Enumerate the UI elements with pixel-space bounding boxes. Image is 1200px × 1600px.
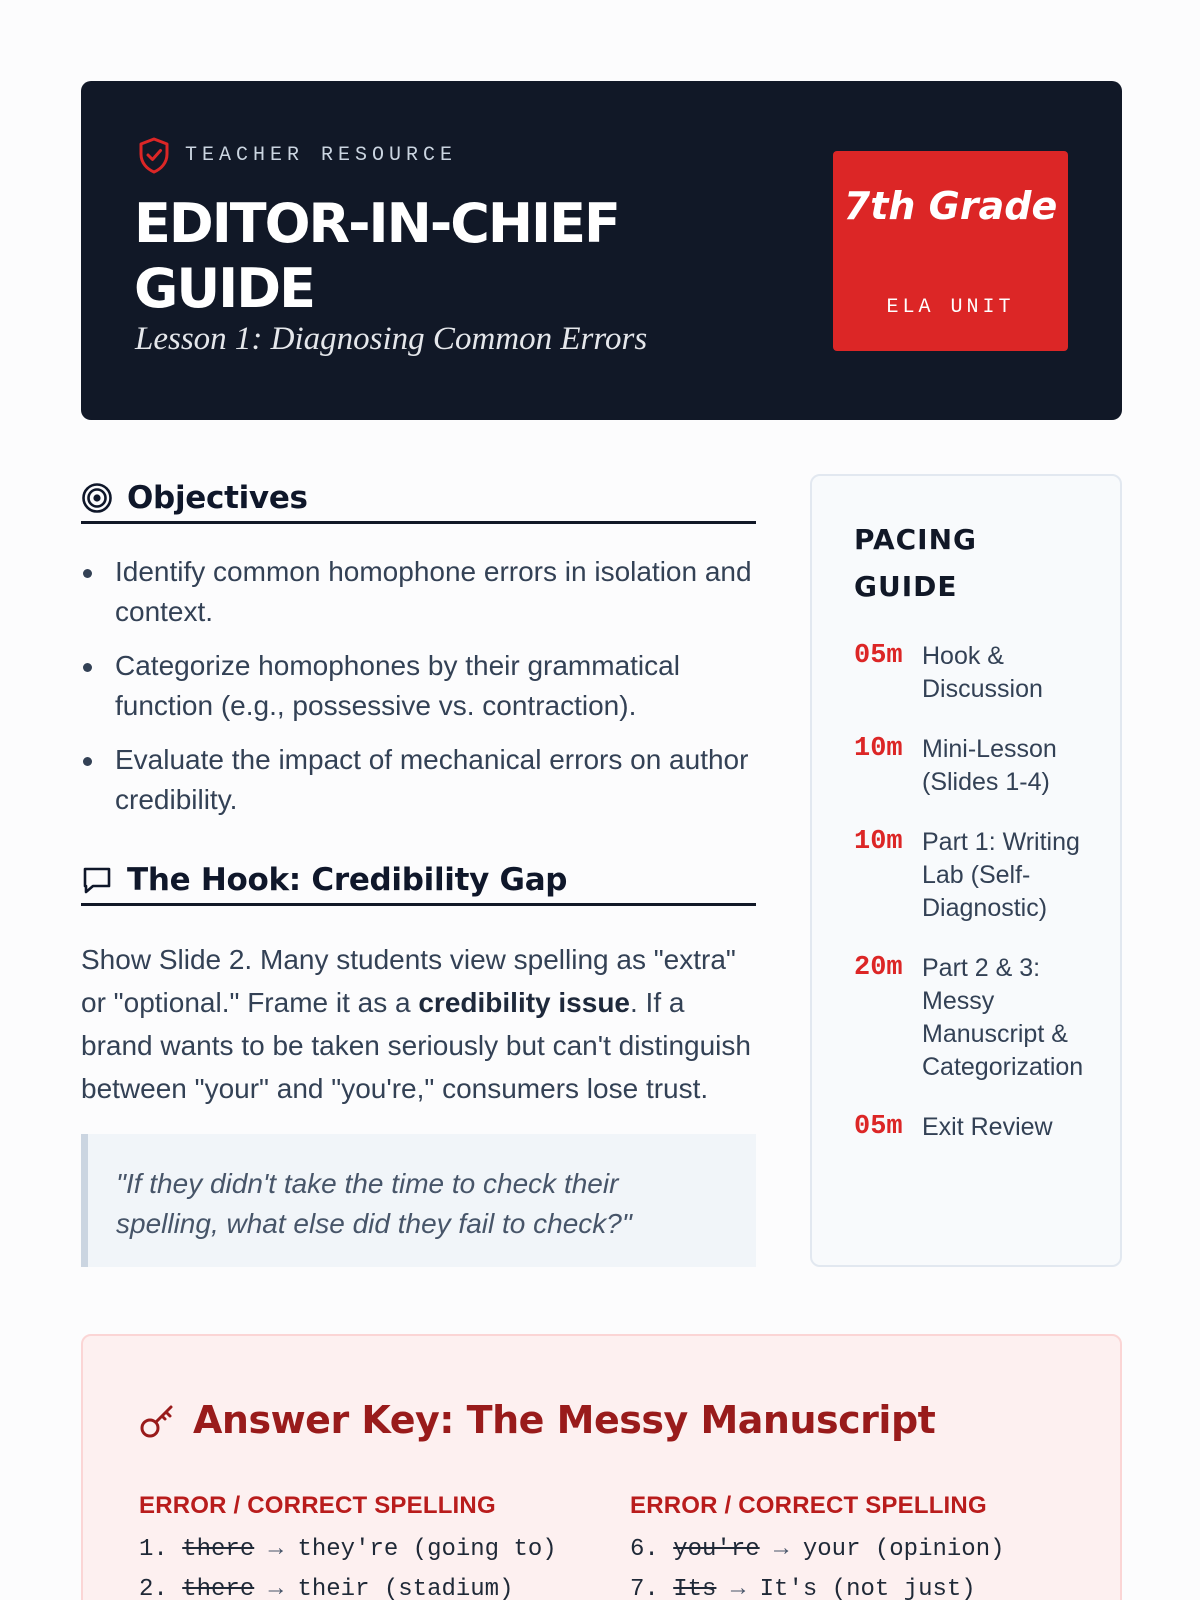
answer-line <box>139 1536 557 1563</box>
pacing-item <box>854 826 1082 925</box>
answer-column-heading: ERROR / CORRECT SPELLING <box>139 1492 496 1519</box>
speech-bubble-icon <box>81 864 113 896</box>
answer-line <box>630 1536 1005 1563</box>
key-icon <box>139 1401 177 1439</box>
answer-number: 7. <box>630 1576 659 1600</box>
answer-correct: It's (not just) <box>759 1576 976 1600</box>
objectives-list <box>81 552 756 834</box>
pacing-guide-card <box>810 474 1122 1267</box>
answer-number: 2. <box>139 1576 168 1600</box>
answer-error: you're <box>673 1536 760 1563</box>
eyebrow <box>137 135 457 175</box>
header-banner <box>81 81 1122 420</box>
pacing-label: Exit Review <box>922 1113 1053 1141</box>
answer-line <box>139 1576 514 1600</box>
grade-badge <box>833 151 1068 351</box>
list-item: Identify common homophone errors in isolation and context. <box>81 552 756 632</box>
arrow-icon: → <box>774 1536 789 1563</box>
objectives-heading-row <box>81 474 756 524</box>
answer-error: there <box>182 1576 255 1600</box>
pacing-heading: PACING GUIDE <box>854 523 978 603</box>
pacing-time: 10m <box>854 827 903 857</box>
list-item: Evaluate the impact of mechanical errors on author credibility. <box>81 740 756 820</box>
answer-error: there <box>182 1536 255 1563</box>
eyebrow-label: TEACHER RESOURCE <box>185 143 458 167</box>
pacing-item <box>854 952 1092 1084</box>
answer-number: 6. <box>630 1536 659 1563</box>
pacing-item <box>854 640 1092 706</box>
objectives-heading: Objectives <box>127 479 308 516</box>
answer-correct: their (stadium) <box>297 1576 514 1600</box>
unit-label: ELA UNIT <box>886 296 1015 319</box>
page-subtitle: Lesson 1: Diagnosing Common Errors <box>135 321 648 357</box>
pacing-time: 20m <box>854 953 903 983</box>
answer-correct: they're (going to) <box>297 1536 557 1563</box>
pacing-label: Hook & Discussion <box>922 642 1043 703</box>
list-item: Categorize homophones by their grammatical function (e.g., possessive vs. contraction). <box>81 646 756 726</box>
answer-number: 1. <box>139 1536 168 1563</box>
target-icon <box>81 482 113 514</box>
answer-correct: your (opinion) <box>802 1536 1005 1563</box>
answer-key-heading: Answer Key: The Messy Manuscript <box>193 1398 936 1442</box>
pull-quote: "If they didn't take the time to check their spelling, what else did they fail to check?" <box>81 1134 756 1267</box>
pacing-time: 05m <box>854 1112 903 1142</box>
hook-emphasis: credibility issue <box>418 987 630 1018</box>
answer-key-card <box>81 1334 1122 1600</box>
pacing-label: Mini-Lesson (Slides 1-4) <box>922 735 1057 796</box>
pacing-item <box>854 733 1092 799</box>
answer-line <box>630 1576 976 1600</box>
grade-label: 7th Grade <box>843 184 1058 228</box>
pacing-time: 10m <box>854 734 903 764</box>
pacing-label: Part 1: Writing Lab (Self-Diagnostic) <box>922 828 1080 922</box>
hook-paragraph <box>81 938 761 1110</box>
answer-error: Its <box>673 1576 717 1600</box>
answer-key-heading-row <box>139 1398 935 1442</box>
arrow-icon: → <box>268 1536 284 1563</box>
hook-text-start: Show Slide 2. Many students view spelling as "extra" or "optional." Frame it as a <box>81 944 736 1018</box>
arrow-icon: → <box>268 1576 284 1600</box>
answer-column-heading: ERROR / CORRECT SPELLING <box>630 1492 987 1519</box>
hook-heading: The Hook: Credibility Gap <box>127 861 568 898</box>
arrow-icon: → <box>730 1576 746 1600</box>
pacing-time: 05m <box>854 641 903 671</box>
hook-text-end: . If a brand wants to be taken seriously but can't distinguish between "your" and "you're," consumers lose trust. <box>81 987 751 1104</box>
page-title: EDITOR-IN-CHIEF GUIDE <box>134 192 619 320</box>
hook-heading-row <box>81 856 756 906</box>
pacing-label: Part 2 & 3: Messy Manuscript & Categorization <box>922 954 1084 1081</box>
shield-check-icon <box>137 136 171 174</box>
pacing-item <box>854 1111 1092 1144</box>
